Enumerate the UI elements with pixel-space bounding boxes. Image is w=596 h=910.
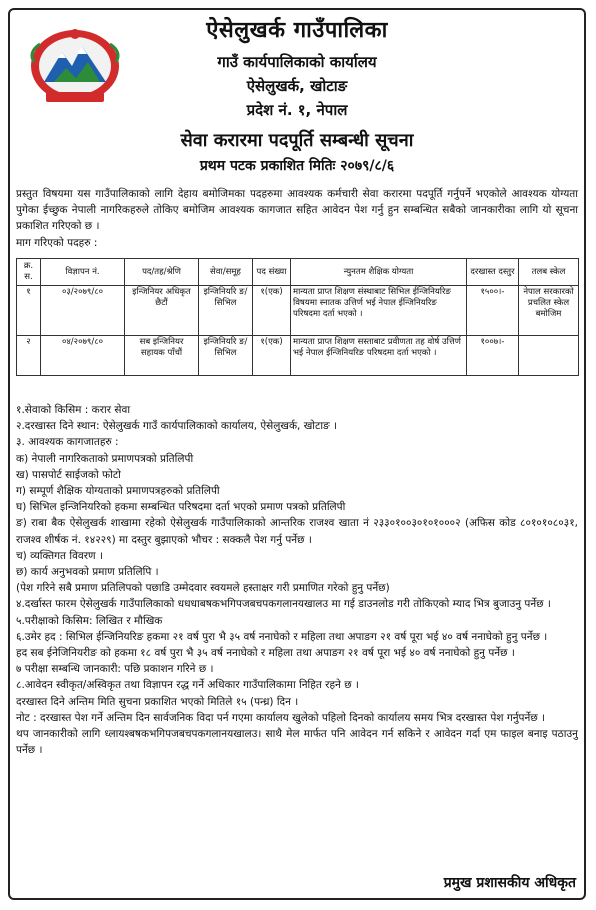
province-name: प्रदेश नं. १, नेपाल bbox=[246, 101, 348, 119]
publish-date: प्रथम पटक प्रकाशित मितिः २०७९/८/६ bbox=[199, 158, 395, 174]
table-cell: इन्जिनियर अधिकृत छैटौं bbox=[125, 286, 199, 336]
table-cell bbox=[519, 336, 579, 376]
term-item: ङ) राबा बैक ऐसेलुखर्क शाखामा रहेको ऐसेलुखर्क गाउँपालिकाको आन्तरिक राजश्व खाता नं २३३०१००३०१०१०००२ (अफिस कोड ८०१०१०८०३१, राजश्व शीर्षक नं. १४२२९) मा दस्तुर बुझाएको भौचर : सक्कलै पेश गर्नु पर्नेछ । bbox=[16, 517, 578, 546]
term-item: ६.उमेर हद : सिभिल ईन्जिनियरिङ हकमा २१ वर्ष पुरा भै ३५ वर्ष ननाघेको र महिला तथा अपाङग २१ वर्ष पूरा भई ४० वर्ष ननाघेको हुनु पर्नेछ । bbox=[16, 630, 548, 643]
table-header-cell: न्युनतम शैक्षिक योग्यता bbox=[291, 259, 467, 286]
notice-terms bbox=[16, 402, 578, 758]
term-item: २.दरखास्त दिने स्थान: ऐसेलुखर्क गाउँ कार्यपालिकाको कार्यालय, ऐसेलुखर्क, खोटाङ । bbox=[16, 420, 338, 433]
term-item: १.सेवाको किसिम : करार सेवा bbox=[16, 404, 131, 416]
term-item: ख) पासपोर्ट साईजको फोटो bbox=[16, 468, 121, 481]
table-cell: १(एक) bbox=[253, 286, 291, 336]
table-header-cell: विज्ञापन नं. bbox=[41, 259, 125, 286]
table-row bbox=[17, 286, 579, 336]
table-cell: १(एक) bbox=[253, 336, 291, 376]
table-cell: ०३/२०७९/८० bbox=[41, 286, 125, 336]
term-item: घ) सिभिल इन्जिनियरिको हकमा सम्बन्धित परिषदमा दर्ता भएको प्रमाण पत्रको प्रतिलिपी bbox=[16, 501, 346, 514]
notice-page bbox=[8, 8, 586, 900]
term-item: थप जानकारीको लागि ध्लायश्बषकभगिपजबचपकगलानयखालउ। साथै मेल मार्फत पनि आवेदन गर्न सकिने र आवेदन गर्दा एम फाइल बनाइ पठाउनु पर्नेछ । bbox=[16, 728, 578, 757]
table-cell: नेपाल सरकारको प्रचलित स्केल बमोजिम bbox=[519, 286, 579, 336]
table-cell: ०४/२०७९/८० bbox=[41, 336, 125, 376]
term-item: ७ परीक्षा सम्बन्धि जानकारी: पछि प्रकाशन गरिने छ । bbox=[16, 663, 214, 676]
term-item: क) नेपाली नागरिकताको प्रमाणपत्रको प्रतिलिपी bbox=[16, 452, 194, 465]
notice-title: सेवा करारमा पदपूर्ति सम्बन्धी सूचना bbox=[180, 130, 414, 151]
table-header-cell: पद/तह/श्रेणि bbox=[125, 259, 199, 286]
table-cell: इन्जिनियरि ङ/ सिभिल bbox=[199, 286, 253, 336]
term-item: ग) सम्पूर्ण शैक्षिक योग्यताको प्रमाणपत्रहरुको प्रतिलिपी bbox=[16, 485, 220, 498]
table-cell: १ bbox=[17, 286, 41, 336]
table-cell: १५००।- bbox=[467, 286, 519, 336]
office-address: ऐसेलुखर्क, खोटाङ bbox=[246, 77, 348, 95]
intro-paragraph: प्रस्तुत विषयमा यस गाउँपालिकाको लागि देहाय बमोजिमका पदहरुमा आवश्यक कर्मचारी सेवा करारमा पदपूर्ति गर्नुपर्ने भएकोले आवश्यक योग्यता पुगेका ईच्छुक नेपाली नागरिकहरुले तोकिए बमोजिम आवश्यक कागजात सहित आवेदन पेश गर्नु हुन सम्बन्धित सबैको जानकारीका लागि यो सूचना प्रकाशित गरिएको छ । bbox=[16, 188, 578, 232]
municipality-name: ऐसेलुखर्क गाउँपालिका bbox=[206, 18, 388, 43]
table-cell: २ bbox=[17, 336, 41, 376]
term-item: ४.दर्खास्त फारम ऐसेलुखर्क गाउँपालिकाको धधधाबषकभगिपजबचपकगलानयखालउ मा गई डाउनलोड गरी तोकिएको म्याद भित्र बुजाउनु पर्नेछ । bbox=[16, 598, 551, 611]
term-item: नोट : दरखास्त पेश गर्ने अन्तिम दिन सार्वजनिक विदा पर्न गएमा कार्यालय खुलेको पहिलो दिनको कार्यालय समय भित्र दरखास्त पेश गर्नुपर्नेछ । bbox=[16, 711, 546, 724]
table-header-cell: पद संख्या bbox=[253, 259, 291, 286]
posts-table bbox=[16, 258, 579, 376]
table-header-row bbox=[17, 259, 579, 286]
table-row bbox=[17, 336, 579, 376]
table-cell: १००७।- bbox=[467, 336, 519, 376]
notice-header bbox=[10, 10, 584, 186]
table-cell: मान्यता प्राप्त शिक्षण संस्थाबाट सिभिल ईन्जिनियरिङ विषयमा स्नातक उत्तिर्ण भई नेपाल ईन्जिनियरिङ परिषदमा दर्ता भएको । bbox=[291, 286, 467, 336]
term-item: ३. आवश्यक कागजातहरु : bbox=[16, 436, 119, 449]
term-item: (पेश गरिने सबै प्रमाण प्रतिलिपको पछाडि उम्मेदवार स्वयमले हस्ताक्षर गरी प्रमाणित गरेको हुनु पर्नेछ) bbox=[16, 582, 390, 595]
table-cell: इन्जिनियरि ङ/ सिभिल bbox=[199, 336, 253, 376]
term-item: हद सब ईनेजिनियरीङ को हकमा १८ वर्ष पुरा भै ३५ वर्ष ननाघेको र महिला तथा अपाङग २१ वर्ष पूरा भई ४० वर्ष ननाघेको हुनु पर्नेछ । bbox=[16, 647, 515, 660]
term-item: च) व्यक्तिगत विवरण । bbox=[16, 549, 103, 562]
term-item: ५.परीक्षाको किसिम: लिखित र मौखिक bbox=[16, 614, 163, 627]
table-cell: मान्यता प्राप्त शिक्षण सस्ताबाट प्रवीणता तह वोर्ष उत्तिर्ण भई नेपाल ईन्जिनियरिङ परिषदमा दर्ता भएको । bbox=[291, 336, 467, 376]
term-item: छ) कार्य अनुभवको प्रमाण प्रतिलिपि । bbox=[16, 566, 159, 579]
office-name: गाउँ कार्यपालिकाको कार्यालय bbox=[217, 53, 377, 71]
term-item: दरखास्त दिने अन्तिम मिति सुचना प्रकाशित भएको मितिले १५ (पन्ध्र) दिन । bbox=[16, 695, 299, 708]
table-header-cell: क्र. स. bbox=[17, 259, 41, 286]
table-header-cell: तलब स्केल bbox=[519, 259, 579, 286]
signature-title: प्रमुख प्रशासकीय अधिकृत bbox=[443, 875, 576, 891]
required-posts-label: माग गरिएको पदहरु : bbox=[16, 237, 98, 249]
table-header-cell: सेवा/समूह bbox=[199, 259, 253, 286]
term-item: ८.आवेदन स्वीकृत/अस्विकृत तथा विज्ञापन रद्ध गर्ने अधिकार गाउँपालिकामा निहित रहने छ । bbox=[16, 679, 359, 692]
table-cell: सब इन्जिनियर सहायक पाँचौं bbox=[125, 336, 199, 376]
table-header-cell: दरखास्त दस्तुर bbox=[467, 259, 519, 286]
